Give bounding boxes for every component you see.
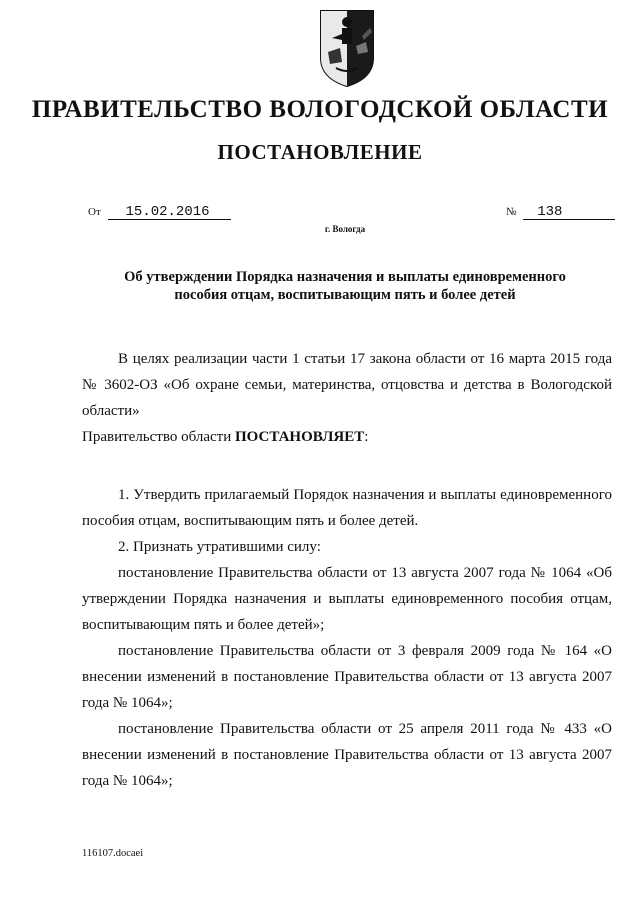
preamble [82, 346, 612, 450]
item-4: постановление Правительства области от 3 февраля 2009 года № 164 «О внесении изменений в постановление Правительства области от 13 августа 2007 года № 1064»; [82, 643, 612, 711]
coat-of-arms-icon [318, 8, 376, 88]
organization-title: ПРАВИТЕЛЬСТВО ВОЛОГОДСКОЙ ОБЛАСТИ [31, 96, 609, 123]
number-field [506, 205, 615, 220]
date-label: От [88, 206, 101, 218]
date-field [88, 205, 231, 220]
resolve-suffix: : [364, 429, 369, 445]
resolve-line [82, 424, 612, 450]
number-value: 138 [523, 205, 615, 220]
item-5: постановление Правительства области от 25 апреля 2011 года № 433 «О внесении изменений в постановление Правительства области от 13 августа 2007 года № 1064»; [82, 721, 612, 789]
footer-filename: 116107.docaei [82, 848, 144, 859]
resolve-word: ПОСТАНОВЛЯЕТ [234, 429, 365, 445]
subject-line-1: Об утверждении Порядка назначения и выплаты единовременного [124, 269, 566, 285]
number-label: № [506, 206, 517, 218]
date-value: 15.02.2016 [108, 205, 231, 220]
document-type: ПОСТАНОВЛЕНИЕ [217, 140, 423, 164]
item-3: постановление Правительства области от 13 августа 2007 года № 1064 «Об утверждении Порядка назначения и выплаты единовременного пособия отцам, воспитывающим пять и более детей»; [82, 565, 612, 633]
preamble-text: В целях реализации части 1 статьи 17 закона области от 16 марта 2015 года № 3602-ОЗ «Об охране семьи, материнства, отцовства и детства в Вологодской области» [82, 351, 612, 419]
resolve-prefix: Правительство области [82, 429, 235, 445]
subject-line-2: пособия отцам, воспитывающим пять и более детей [174, 287, 516, 303]
item-2: 2. Признать утратившими силу: [118, 539, 321, 555]
item-1: 1. Утвердить прилагаемый Порядок назначения и выплаты единовременного пособия отцам, воспитывающим пять и более детей. [82, 487, 612, 529]
city: г. Вологда [324, 224, 366, 234]
document-subject [0, 268, 640, 304]
resolution-items [82, 482, 612, 794]
